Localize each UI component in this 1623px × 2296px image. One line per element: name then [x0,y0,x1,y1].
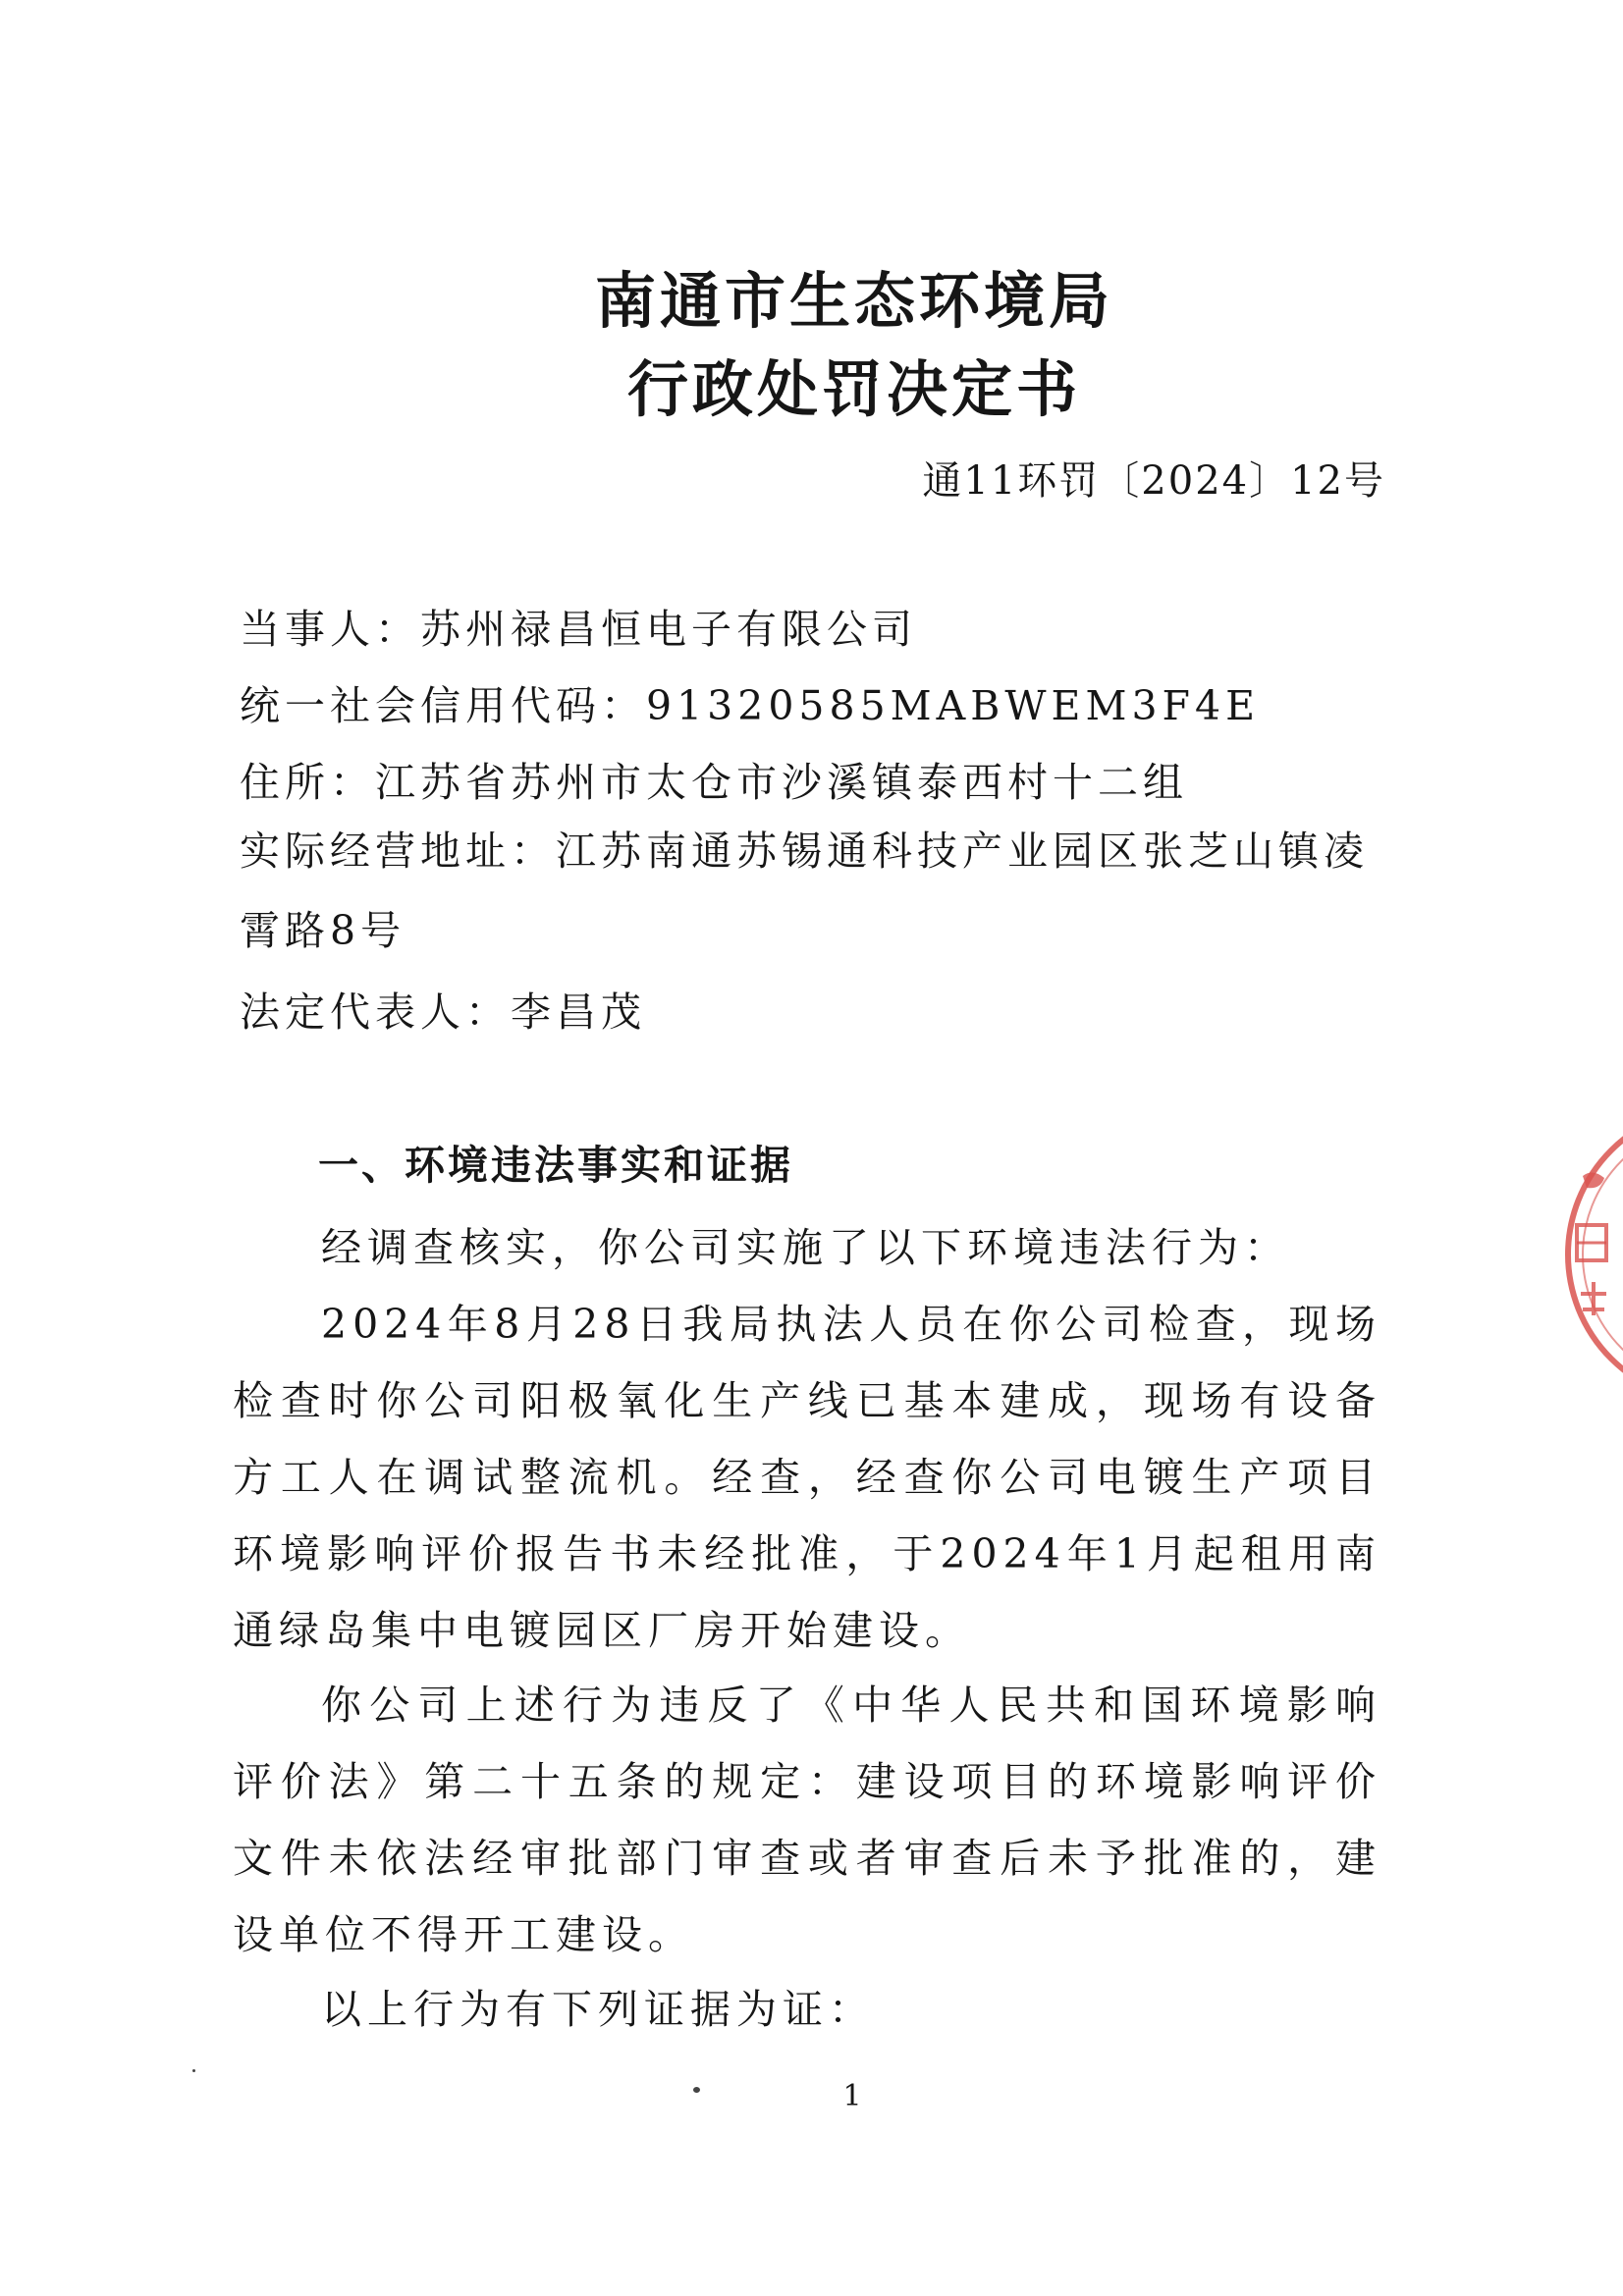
document-title-line1: 南通市生态环境局 [594,265,1113,337]
legal-representative-line: 法定代表人：李昌茂 [240,988,646,1036]
party-line: 当事人：苏州禄昌恒电子有限公司 [240,606,917,653]
address-line: 住所：江苏省苏州市太仓市沙溪镇泰西村十二组 [240,759,1188,806]
business-address-line: 实际经营地址：江苏南通苏锡通科技产业园区张芝山镇凌霄路8号 [240,828,1369,954]
section-heading: 一、环境违法事实和证据 [318,1142,793,1189]
credit-code-line: 统一社会信用代码：91320585MABWEM3F4E [240,682,1261,729]
official-seal-fragment [1543,1107,1623,1392]
paragraph-violation: 你公司上述行为违反了《中华人民共和国环境影响评价法》第二十五条的规定：建设项目的环境影响评价文件未依法经审批部门审查或者审查后未予批准的，建设单位不得开工建设。 [233,1682,1381,1958]
document-number: 通11环罚〔2024〕12号 [922,458,1385,504]
document-title-line2: 行政处罚决定书 [626,353,1081,425]
paragraph-intro: 经调查核实，你公司实施了以下环境违法行为： [321,1224,1290,1271]
paragraph-evidence-intro: 以上行为有下列证据为证： [321,1986,875,2033]
page-number: 1 [842,2079,862,2113]
scan-speck [693,2087,700,2093]
scan-speck [192,2069,195,2072]
paragraph-facts: 2024年8月28日我局执法人员在你公司检查，现场检查时你公司阳极氧化生产线已基本建成，现场有设备方工人在调试整流机。经查，经查你公司电镀生产项目环境影响评价报告书未经批准，于2024年1月起租用南通绿岛集中电镀园区厂房开始建设。 [233,1301,1381,1654]
